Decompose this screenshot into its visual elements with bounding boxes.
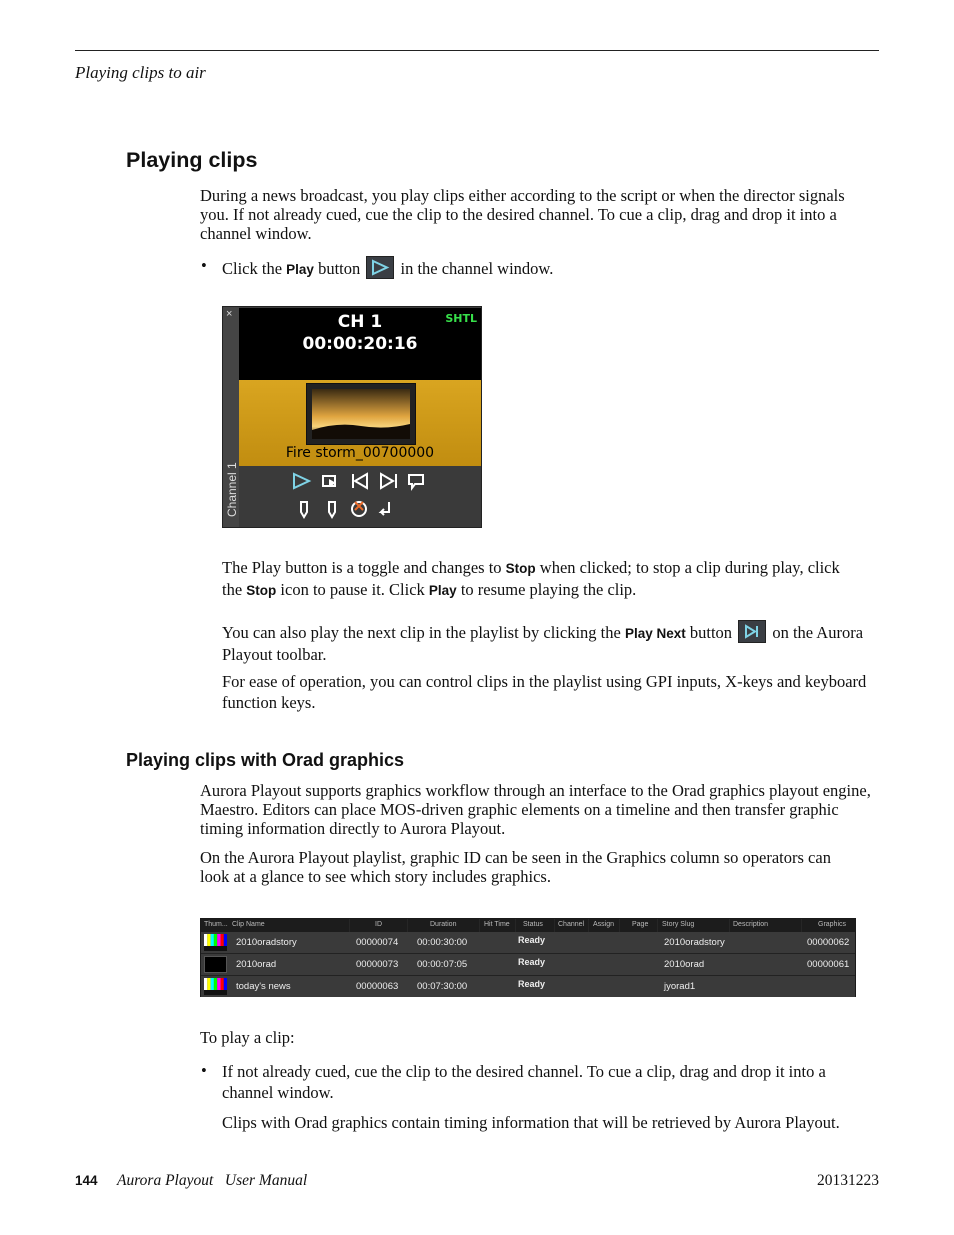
color-bars-thumbnail [204,934,227,951]
clip-name-cell: 2010orad [236,959,277,970]
clip-thumbnail [306,383,416,445]
loop-play-icon[interactable] [323,476,336,487]
orad-paragraph-1 [200,781,880,838]
mark-out-icon[interactable] [329,502,335,517]
play-instruction-mid: button [313,259,365,278]
ease-line-1: For ease of operation, you can control clips in the playlist using GPI inputs, X-keys and keyboard [222,672,867,691]
status-cell: Ready [518,957,546,967]
next-text-2: button [685,623,737,642]
play-label-2: Play [428,583,457,598]
running-title: Playing clips to air [75,63,206,82]
return-icon[interactable] [381,502,389,515]
stop-label-2: Stop [246,583,277,598]
close-icon[interactable]: × [226,308,233,320]
color-bars-thumbnail [204,978,227,995]
orad-paragraph-2 [200,848,880,886]
duration-cell: 00:00:07:05 [417,959,468,970]
play-button-icon[interactable] [366,256,394,279]
mark-in-icon[interactable] [301,502,307,517]
timecode: 00:00:20:16 [302,334,418,354]
orad-line-3: timing information directly to Aurora Playout. [200,819,506,838]
table-row[interactable] [201,932,855,954]
toggle-text-5: to resume playing the clip. [456,580,637,599]
channel-window [222,306,482,528]
table-row[interactable] [201,954,855,976]
col-header-graphics[interactable]: Graphics [818,921,847,928]
clip-area [239,380,481,466]
col-header-thumbnail[interactable]: Thum... [204,921,228,928]
col-header-status[interactable]: Status [523,921,543,928]
play-label: Play [286,262,314,277]
bullet-dot: • [201,1061,207,1080]
next-icon[interactable] [381,474,396,488]
manual-title: Aurora Playout User Manual [117,1172,308,1189]
toggle-text-4: icon to pause it. Click [276,580,429,599]
toggle-text-2: when clicked; to stop a clip during play, click [535,558,840,577]
channel-side-bar [223,307,239,527]
cue-instruction [222,1061,882,1103]
ease-paragraph [222,671,882,713]
id-cell: 00000073 [356,959,399,970]
play-instruction-pre: Click the [222,259,287,278]
cue-icon[interactable] [409,475,423,488]
story-slug-cell: 2010oradstory [664,937,725,948]
clip-name-cell: today's news [236,981,291,992]
ease-line-2: function keys. [222,693,316,712]
page-number: 144 [75,1173,98,1188]
channel-display [239,308,481,380]
duration-cell: 00:07:30:00 [417,981,468,992]
col-header-description[interactable]: Description [733,921,769,928]
clip-name: Fire storm_00700000 [285,445,435,461]
cue-line-1: If not already cued, cue the clip to the desired channel. To cue a clip, drag and drop it into a [222,1062,826,1081]
col-header-id[interactable]: ID [375,921,382,928]
play-next-button-icon[interactable] [738,620,766,643]
stop-label: Stop [505,561,536,576]
id-cell: 00000074 [356,937,399,948]
intro-line-2: you. If not already cued, cue the clip to the desired channel. To cue a clip, drag and drop it into a [200,205,837,224]
status-cell: Ready [518,979,546,989]
previous-icon[interactable] [353,474,367,488]
next-text-1: You can also play the next clip in the playlist by clicking the [222,623,625,642]
next-text-3: on the Aurora [768,623,864,642]
channel-name: CH 1 [337,312,383,332]
orad-timing-note: Clips with Orad graphics contain timing information that will be retrieved by Aurora Playout. [222,1113,840,1132]
cue-line-2: channel window. [222,1083,334,1102]
col-header-page[interactable]: Page [632,921,649,928]
intro-line-3: channel window. [200,224,312,243]
black-thumbnail [204,956,227,973]
next-text-4: Playout toolbar. [222,645,327,664]
to-play-label: To play a clip: [200,1028,295,1047]
col-header-clip-name[interactable]: Clip Name [232,921,265,928]
toggle-paragraph [222,557,882,601]
graphics-cell: 00000061 [807,959,850,970]
col-header-story-slug[interactable]: Story Slug [662,921,695,928]
bullet-dot: • [201,256,207,275]
subsection-heading: Playing clips with Orad graphics [126,750,405,770]
shuttle-mode-badge[interactable]: SHTL [445,312,477,325]
story-slug-cell: 2010orad [664,959,705,970]
id-cell: 00000063 [356,981,399,992]
orad-line-1: Aurora Playout supports graphics workflow through an interface to the Orad graphics playout engine, [200,781,871,800]
header-rule [75,50,879,51]
status-cell: Ready [518,935,546,945]
col-header-hit-time[interactable]: Hit Time [484,921,510,928]
document-date: 20131223 [817,1172,879,1189]
orad2-line-1: On the Aurora Playout playlist, graphic ID can be seen in the Graphics column so operators can [200,848,831,867]
play-next-paragraph [222,620,882,665]
duration-cell: 00:00:30:00 [417,937,468,948]
intro-paragraph [200,186,880,243]
section-heading: Playing clips [126,148,258,172]
orad-line-2: Maestro. Editors can place MOS-driven graphic elements on a timeline and then transfer graphic [200,800,839,819]
transport-controls [239,466,481,527]
channel-side-label: Channel 1 [225,462,239,517]
col-header-channel[interactable]: Channel [558,921,585,928]
toggle-text-1: The Play button is a toggle and changes to [222,558,506,577]
playlist-header [201,919,855,932]
clip-name-cell: 2010oradstory [236,937,297,948]
intro-line-1: During a news broadcast, you play clips either according to the script or when the director signals [200,186,845,205]
graphics-cell: 00000062 [807,937,850,948]
orad2-line-2: look at a glance to see which story includes graphics. [200,867,551,886]
play-instruction [222,256,553,279]
play-instruction-post: in the channel window. [396,259,554,278]
eject-icon[interactable] [352,502,366,516]
story-slug-cell: jyorad1 [664,981,696,992]
playlist-table [200,918,856,997]
toggle-text-3: the [222,580,247,599]
table-row[interactable] [201,976,855,997]
play-next-label: Play Next [624,626,686,641]
col-header-assign[interactable]: Assign [593,921,615,928]
play-control-icon[interactable] [294,474,309,488]
col-header-duration[interactable]: Duration [430,921,457,928]
